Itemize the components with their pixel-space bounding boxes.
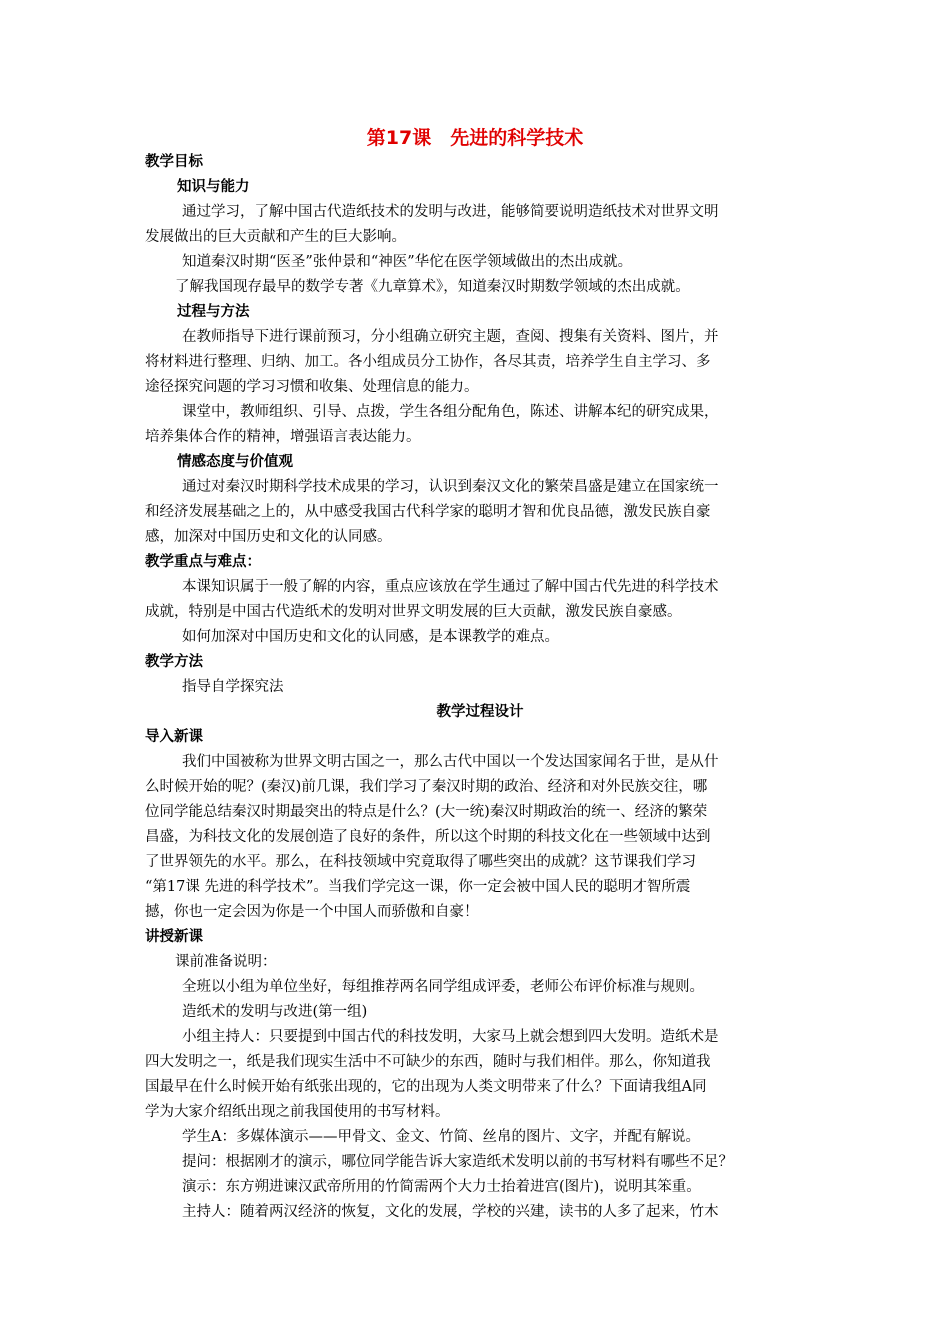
paragraph-line: 成就，特别是中国古代造纸术的发明对世界文明发展的巨大贡献，激发民族自豪感。	[145, 604, 682, 620]
paragraph-line: 课前准备说明：	[175, 954, 277, 970]
heading-process-design: 教学过程设计	[436, 704, 524, 720]
paragraph-line: 撼，你也一定会因为你是一个中国人而骄傲和自豪！	[145, 904, 479, 920]
paragraph-line: 提问：根据刚才的演示，哪位同学能告诉大家造纸术发明以前的书写材料有哪些不足？	[182, 1154, 733, 1170]
paragraph-line: 途径探究问题的学习习惯和收集、处理信息的能力。	[145, 379, 479, 395]
heading-teaching-goals: 教学目标	[145, 154, 203, 170]
paragraph-line: 我们中国被称为世界文明古国之一，那么古代中国以一个发达国家闻名于世，是从什	[182, 754, 719, 770]
paragraph-line: 知道秦汉时期“医圣”张仲景和“神医”华佗在医学领域做出的杰出成就。	[182, 254, 633, 270]
paragraph-line: 如何加深对中国历史和文化的认同感，是本课教学的难点。	[182, 629, 559, 645]
paragraph-line: 通过对秦汉时期科学技术成果的学习，认识到秦汉文化的繁荣昌盛是建立在国家统一	[182, 479, 719, 495]
paragraph-line: 了世界领先的水平。那么，在科技领域中究竟取得了哪些突出的成就？这节课我们学习	[145, 854, 696, 870]
heading-introduction: 导入新课	[145, 729, 203, 745]
paragraph-line: 造纸术的发明与改进(第一组)	[182, 1004, 368, 1020]
paragraph-line: 培养集体合作的精神，增强语言表达能力。	[145, 429, 421, 445]
paragraph-line: 将材料进行整理、归纳、加工。各小组成员分工协作，各尽其责，培养学生自主学习、多	[145, 354, 711, 370]
paragraph-line: 国最早在什么时候开始有纸张出现的，它的出现为人类文明带来了什么？下面请我组A同	[145, 1079, 707, 1095]
paragraph-line: 主持人：随着两汉经济的恢复，文化的发展，学校的兴建，读书的人多了起来，竹木	[182, 1204, 719, 1220]
paragraph-line: 通过学习，了解中国古代造纸技术的发明与改进，能够简要说明造纸技术对世界文明	[182, 204, 719, 220]
paragraph-line: 本课知识属于一般了解的内容，重点应该放在学生通过了解中国古代先进的科学技术	[182, 579, 719, 595]
paragraph-line: 在教师指导下进行课前预习，分小组确立研究主题，查阅、搜集有关资料、图片，并	[182, 329, 719, 345]
heading-new-lesson: 讲授新课	[145, 929, 203, 945]
paragraph-line: 昌盛，为科技文化的发展创造了良好的条件，所以这个时期的科技文化在一些领域中达到	[145, 829, 711, 845]
paragraph-line: 发展做出的巨大贡献和产生的巨大影响。	[145, 229, 406, 245]
paragraph-line: 学为大家介绍纸出现之前我国使用的书写材料。	[145, 1104, 450, 1120]
heading-key-points: 教学重点与难点：	[145, 554, 261, 570]
lesson-title: 第17课 先进的科学技术	[366, 127, 584, 149]
paragraph-line: 和经济发展基础之上的，从中感受我国古代科学家的聪明才智和优良品德，激发民族自豪	[145, 504, 711, 520]
paragraph-line: 感，加深对中国历史和文化的认同感。	[145, 529, 392, 545]
paragraph-line: 演示：东方朔进谏汉武帝所用的竹简需两个大力士抬着进宫(图片)，说明其笨重。	[182, 1179, 701, 1195]
paragraph-line: 学生A：多媒体演示——甲骨文、金文、竹简、丝帛的图片、文字，并配有解说。	[182, 1129, 700, 1145]
paragraph-line: 小组主持人：只要提到中国古代的科技发明，大家马上就会想到四大发明。造纸术是	[182, 1029, 719, 1045]
paragraph-line: “第17课 先进的科学技术”。当我们学完这一课，你一定会被中国人民的聪明才智所震	[145, 879, 691, 895]
heading-teaching-method: 教学方法	[145, 654, 203, 670]
paragraph-line: 全班以小组为单位坐好，每组推荐两名同学组成评委，老师公布评价标准与规则。	[182, 979, 704, 995]
subheading-knowledge: 知识与能力	[177, 179, 250, 195]
paragraph-line: 位同学能总结秦汉时期最突出的特点是什么？(大一统)秦汉时期政治的统一、经济的繁荣	[145, 804, 708, 820]
paragraph-line: 四大发明之一，纸是我们现实生活中不可缺少的东西，随时与我们相伴。那么，你知道我	[145, 1054, 711, 1070]
paragraph-line: 指导自学探究法	[182, 679, 284, 695]
subheading-values: 情感态度与价值观	[177, 454, 293, 470]
paragraph-line: 么时候开始的呢？(秦汉)前几课，我们学习了秦汉时期的政治、经济和对外民族交往，哪	[145, 779, 708, 795]
paragraph-line: 了解我国现存最早的数学专著《九章算术》，知道秦汉时期数学领域的杰出成就。	[175, 279, 690, 295]
paragraph-line: 课堂中，教师组织、引导、点拨，学生各组分配角色，陈述、讲解本纪的研究成果，	[182, 404, 719, 420]
subheading-process: 过程与方法	[177, 304, 250, 320]
